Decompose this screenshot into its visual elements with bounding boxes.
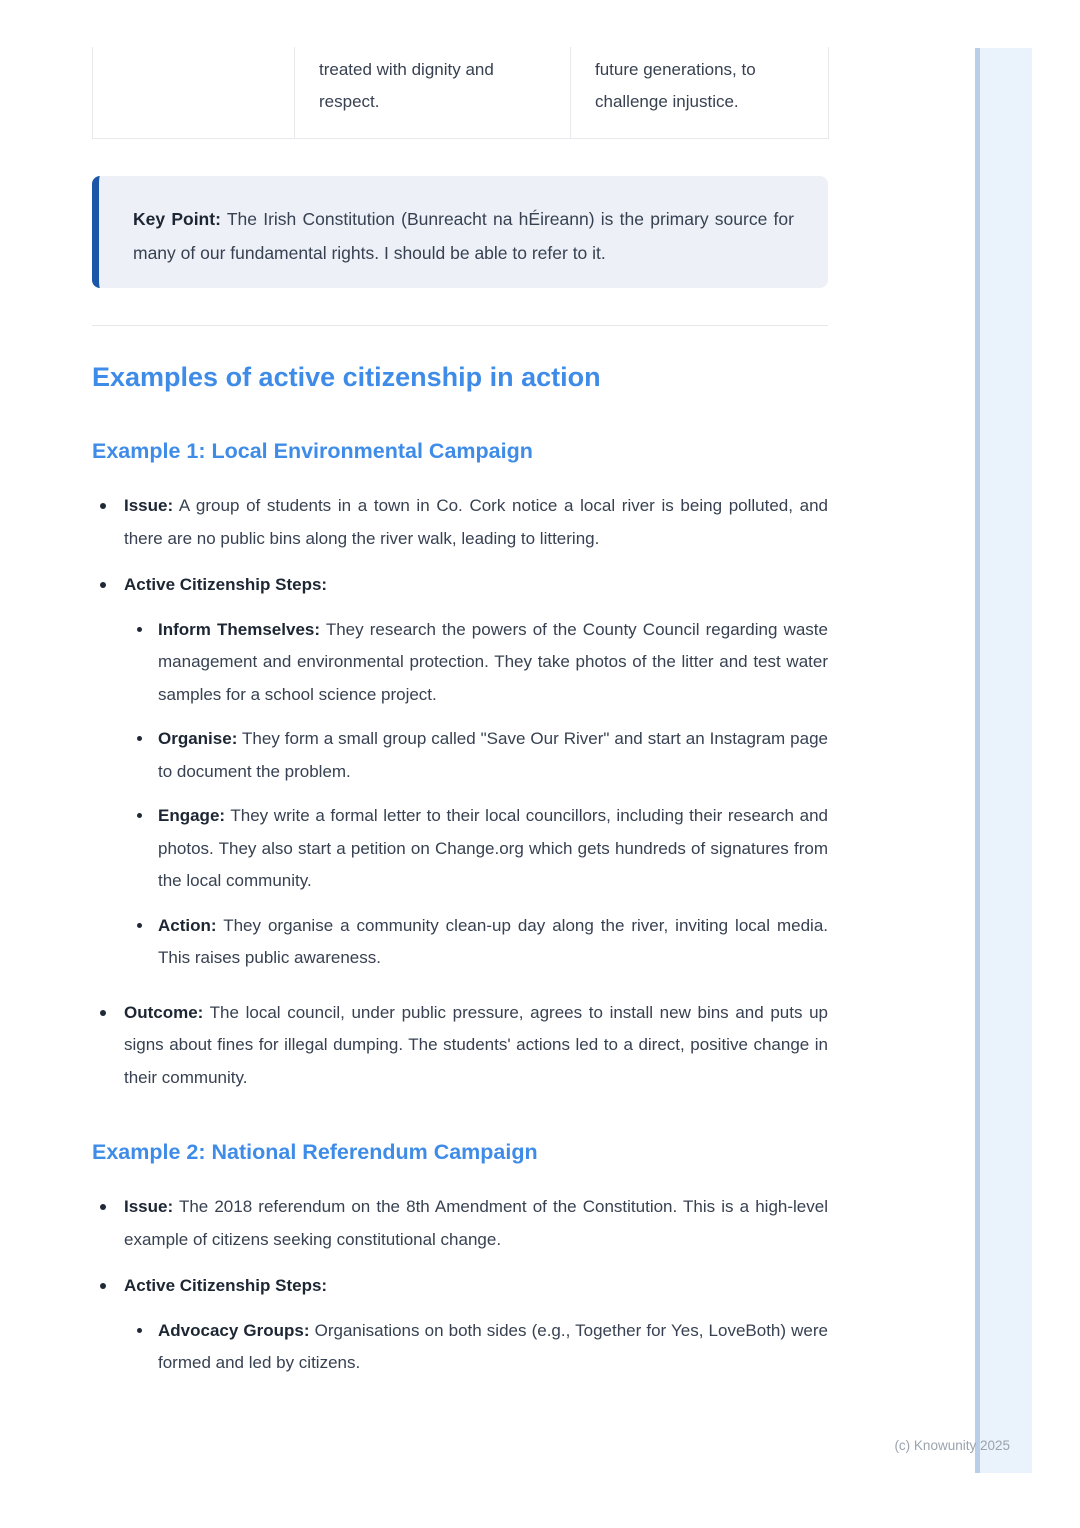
- issue2-text: The 2018 referendum on the 8th Amendment of the Constitution. This is a high-level example of citizens seeking constitutional change.: [124, 1197, 828, 1249]
- step-engage-text: They write a formal letter to their local councillors, including their research and photos. They also start a petition on Change.org which gets hundreds of signatures from the local community.: [158, 806, 828, 890]
- example1-steps-item: [92, 569, 828, 975]
- page-title: Examples of active citizenship in action: [92, 362, 601, 392]
- steps-label: Active Citizenship Steps:: [124, 575, 328, 594]
- step-inform-item: [124, 614, 828, 712]
- table-cell-future: future generations, to challenge injustice.: [571, 47, 829, 139]
- table-row: [93, 47, 829, 139]
- step-advocacy-item: [124, 1315, 828, 1380]
- key-point-text: The Irish Constitution (Bunreacht na hÉireann) is the primary source for many of our fundamental rights. I should be able to refer to it.: [133, 209, 794, 263]
- example1-outcome-item: [92, 997, 828, 1095]
- example1-heading: Example 1: Local Environmental Campaign: [92, 439, 533, 463]
- example2-steps-item: [92, 1270, 828, 1380]
- step-advocacy-label: Advocacy Groups:: [158, 1320, 310, 1340]
- copyright-watermark: (c) Knowunity 2025: [894, 1438, 1010, 1453]
- step-action-text: They organise a community clean-up day along the river, inviting local media. This raises public awareness.: [158, 915, 828, 967]
- outcome-text: The local council, under public pressure, agrees to install new bins and puts up signs about fines for illegal dumping. The students' actions led to a direct, positive change in their community.: [124, 1002, 828, 1087]
- example1-issue-item: [92, 490, 828, 555]
- example2-heading: Example 2: National Referendum Campaign: [92, 1140, 538, 1164]
- issue-label: Issue:: [124, 496, 174, 515]
- step-action-item: [124, 910, 828, 975]
- step-organise-text: They form a small group called "Save Our River" and start an Instagram page to document the problem.: [158, 729, 828, 781]
- step-organise-item: [124, 723, 828, 788]
- outcome-label: Outcome:: [124, 1002, 204, 1022]
- step-inform-text: They research the powers of the County Council regarding waste management and environmental protection. They take photos of the litter and test water samples for a school science project.: [158, 619, 828, 704]
- continuation-table: [92, 47, 829, 139]
- issue2-label: Issue:: [124, 1197, 174, 1216]
- section-divider: [92, 325, 828, 326]
- example1-list: [92, 490, 828, 1094]
- step-engage-label: Engage:: [158, 806, 226, 825]
- table-cell-empty: [93, 47, 295, 139]
- step-action-label: Action:: [158, 915, 217, 935]
- issue-text: A group of students in a town in Co. Cork notice a local river is being polluted, and there are no public bins along the river walk, leading to littering.: [124, 496, 828, 548]
- step-inform-label: Inform Themselves:: [158, 619, 321, 639]
- step-advocacy-text: Organisations on both sides (e.g., Together for Yes, LoveBoth) were formed and led by citizens.: [158, 1320, 828, 1372]
- key-point-label: Key Point:: [133, 209, 221, 229]
- table-cell-dignity: treated with dignity and respect.: [295, 47, 571, 139]
- step-engage-item: [124, 800, 828, 898]
- step-organise-label: Organise:: [158, 729, 238, 748]
- example1-steps-sublist: [124, 614, 828, 975]
- example2-list: [92, 1191, 828, 1380]
- example2-steps-sublist: [124, 1315, 828, 1380]
- right-margin-stripe: [975, 48, 1032, 1473]
- content-column: [92, 0, 828, 1386]
- key-point-callout: [92, 176, 828, 288]
- steps2-label: Active Citizenship Steps:: [124, 1276, 328, 1295]
- example2-issue-item: [92, 1191, 828, 1256]
